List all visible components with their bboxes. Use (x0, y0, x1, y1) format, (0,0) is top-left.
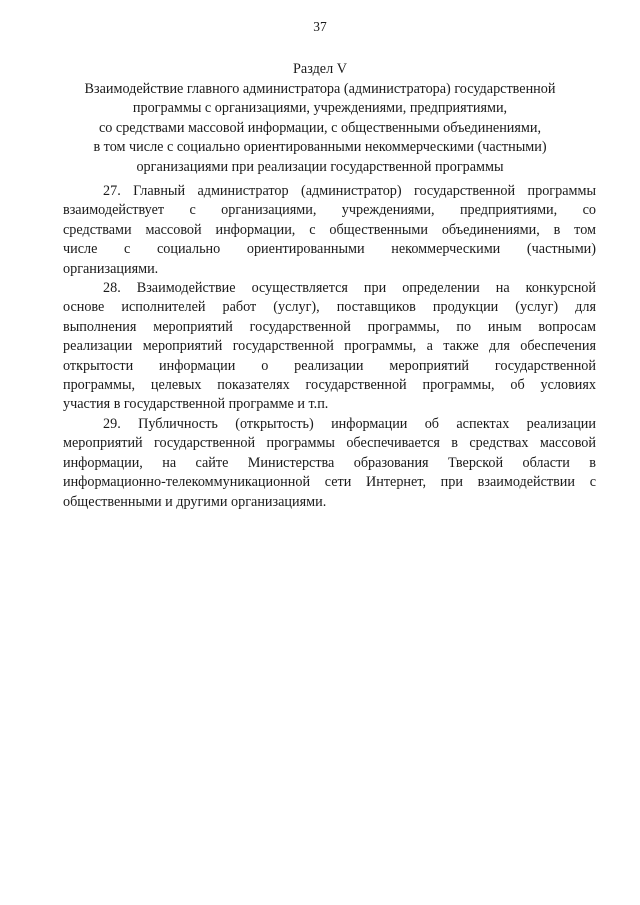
paragraph-27 (63, 182, 596, 279)
paragraph-line: участия в государственной программе и т.п. (63, 396, 329, 413)
section-title: Раздел V (293, 61, 347, 77)
paragraph-line: 29. Публичность (открытость) информации об аспектах реализации (103, 415, 596, 432)
paragraph-line: мероприятий государственной программы обеспечивается в средствах массовой (63, 435, 596, 452)
paragraph-line: программы, целевых показателях государственной программы, об условиях (63, 377, 596, 394)
section-heading-line: организациями при реализации государственной программы (136, 158, 504, 175)
paragraph-line: выполнения мероприятий государственной программы, по иным вопросам (63, 318, 596, 335)
paragraph-line: 28. Взаимодействие осуществляется при определении на конкурсной (103, 280, 596, 297)
paragraph-line: 27. Главный администратор (администратор) государственной программы (103, 183, 596, 199)
section-heading-line: Взаимодействие главного администратора (администратора) государственной (84, 80, 556, 97)
paragraph-line: реализации мероприятий государственной программы, а также для обеспечения (63, 338, 596, 355)
paragraph-line: информации, на сайте Министерства образования Тверской области в (63, 454, 596, 471)
section-heading-line: программы с организациями, учреждениями, предприятиями, (132, 100, 508, 117)
paragraph-line: открытости информации о реализации мероприятий государственной (63, 357, 596, 374)
section-heading (40, 80, 600, 178)
paragraph-line: основе исполнителей работ (услуг), поставщиков продукции (услуг) для (63, 299, 596, 316)
paragraph-29 (63, 415, 596, 512)
section-heading-line: в том числе с социально ориентированными некоммерческими (частными) (93, 139, 547, 156)
paragraph-line: числе с социально ориентированными некоммерческими (частными) (63, 241, 596, 258)
paragraph-line: взаимодействует с организациями, учреждениями, предприятиями, со (63, 202, 596, 219)
section-heading-line: со средствами массовой информации, с общественными объединениями, (98, 119, 542, 136)
paragraph-line: средствами массовой информации, с общественными объединениями, в том (63, 221, 596, 238)
document-body (63, 182, 596, 512)
paragraph-28 (63, 279, 596, 415)
paragraph-line: общественными и другими организациями. (63, 493, 327, 510)
section-header (40, 60, 600, 178)
paragraph-line: информационно-телекоммуникационной сети Интернет, при взаимодействии с (63, 474, 596, 491)
paragraph-line: организациями. (63, 260, 159, 277)
page-number: 37 (313, 19, 327, 34)
